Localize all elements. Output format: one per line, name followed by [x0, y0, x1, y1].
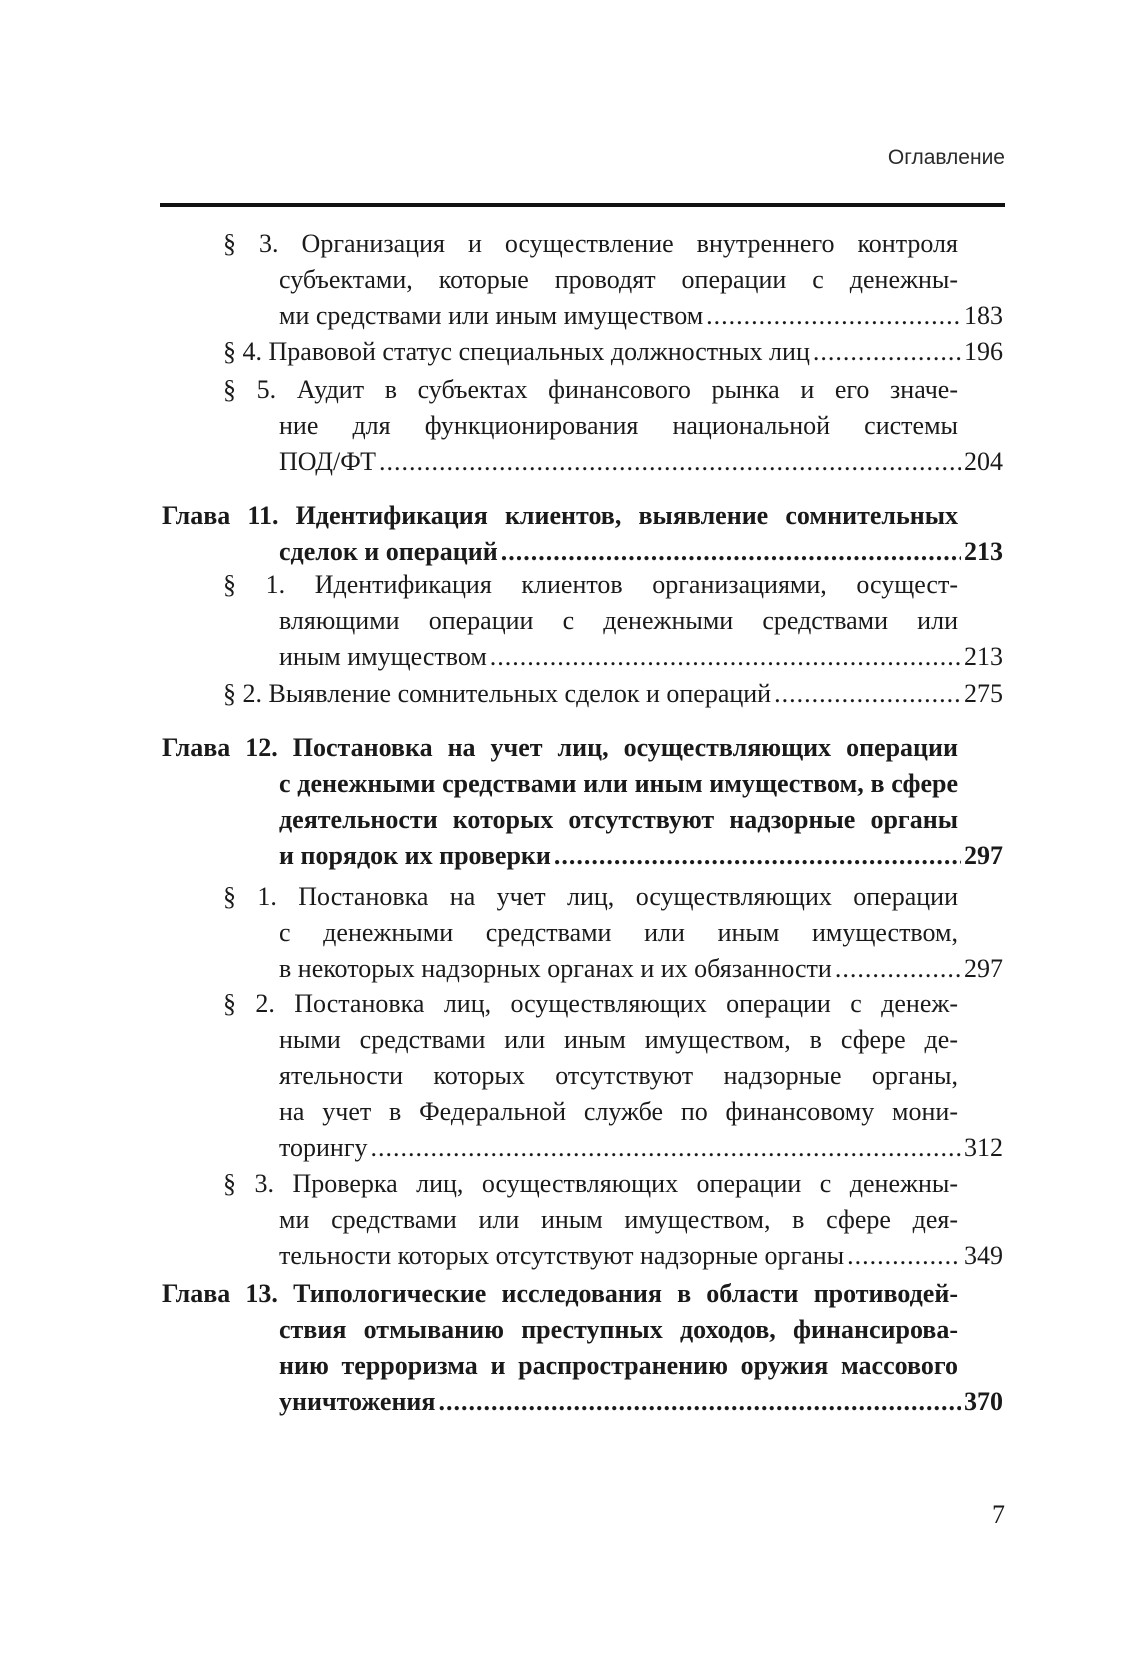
toc-line-with-page: [279, 1130, 1003, 1166]
toc-line: сделок и операций: [279, 537, 498, 566]
toc-line: уничтожения: [279, 1387, 436, 1416]
toc-line: § 1. Идентификация клиентов организациями, осущест-: [223, 570, 958, 599]
toc-line-with-page: [279, 1384, 1003, 1420]
dot-leader: [813, 334, 961, 370]
toc-line-with-page: [223, 676, 1003, 712]
toc-page-number: 297: [964, 954, 1003, 983]
toc-line: с денежными средствами или иным имуществом, в сфере: [279, 769, 958, 798]
toc-line-with-page: [223, 334, 1003, 370]
dot-leader: [835, 951, 961, 987]
toc-line: ствия отмыванию преступных доходов, финансирова-: [279, 1315, 958, 1344]
toc-line: § 3. Проверка лиц, осуществляющих операции с денежны-: [223, 1169, 958, 1198]
toc-line: иным имуществом: [279, 642, 487, 671]
toc-line-with-page: [279, 444, 1003, 480]
toc-line: § 5. Аудит в субъектах финансового рынка и его значе-: [223, 375, 958, 404]
toc-line: ние для функционирования национальной системы: [279, 411, 958, 440]
toc-page-number: 213: [964, 642, 1003, 671]
toc-line: Глава 11. Идентификация клиентов, выявление сомнительных: [162, 501, 958, 530]
dot-leader: [501, 534, 961, 570]
dot-leader: [490, 639, 961, 675]
toc-line: деятельности которых отсутствуют надзорные органы: [279, 805, 958, 834]
toc-line: Глава 12. Постановка на учет лиц, осуществляющих операции: [162, 733, 958, 762]
dot-leader: [371, 1130, 961, 1166]
toc-line: тельности которых отсутствуют надзорные органы: [279, 1241, 845, 1270]
toc-page-number: 213: [964, 537, 1003, 566]
toc-line: § 3. Организация и осуществление внутреннего контроля: [223, 229, 958, 258]
toc-page-number: 275: [964, 679, 1003, 708]
toc-line: § 4. Правовой статус специальных должностных лиц: [223, 337, 810, 366]
dot-leader: [554, 838, 961, 874]
toc-line-with-page: [279, 639, 1003, 675]
toc-page-number: 370: [964, 1387, 1003, 1416]
dot-leader: [706, 298, 961, 334]
toc-page-number: 312: [964, 1133, 1003, 1162]
toc-line-with-page: [279, 951, 1003, 987]
running-head: Оглавление: [887, 146, 1005, 169]
toc-line: субъектами, которые проводят операции с денежны-: [279, 265, 958, 294]
toc-line: ми средствами или иным имуществом, в сфере дея-: [279, 1205, 958, 1234]
dot-leader: [379, 444, 961, 480]
toc-line: ПОД/ФТ: [279, 447, 376, 476]
toc-line: в некоторых надзорных органах и их обязанности: [279, 954, 832, 983]
toc-line: § 2. Постановка лиц, осуществляющих операции с денеж-: [223, 989, 958, 1018]
dot-leader: [774, 676, 961, 712]
toc-line-with-page: [279, 1238, 1003, 1274]
dot-leader: [847, 1238, 961, 1274]
toc-line: на учет в Федеральной службе по финансовому мони-: [279, 1097, 958, 1126]
toc-line: Глава 13. Типологические исследования в области противодей-: [162, 1279, 958, 1308]
toc-line-with-page: [279, 838, 1003, 874]
toc-line: нию терроризма и распространению оружия массового: [279, 1351, 958, 1380]
toc-line: вляющими операции с денежными средствами или: [279, 606, 958, 635]
toc-line: ными средствами или иным имуществом, в сфере де-: [279, 1025, 958, 1054]
toc-line-with-page: [279, 534, 1003, 570]
toc-line: с денежными средствами или иным имуществом,: [279, 918, 958, 947]
toc-page-number: 204: [964, 447, 1003, 476]
toc-page-number: 297: [964, 841, 1003, 870]
toc-line: ятельности которых отсутствуют надзорные органы,: [279, 1061, 958, 1090]
toc-line: § 1. Постановка на учет лиц, осуществляющих операции: [223, 882, 958, 911]
header-rule: [160, 203, 1005, 207]
toc-page-number: 196: [964, 337, 1003, 366]
dot-leader: [438, 1384, 961, 1420]
toc-line: ми средствами или иным имуществом: [279, 301, 704, 330]
page-number: 7: [992, 1500, 1005, 1529]
toc-line: и порядок их проверки: [279, 841, 551, 870]
toc-line: торингу: [279, 1133, 368, 1162]
toc-line: § 2. Выявление сомнительных сделок и операций: [223, 679, 772, 708]
toc-line-with-page: [279, 298, 1003, 334]
toc-page-number: 349: [964, 1241, 1003, 1270]
toc-page-number: 183: [964, 301, 1003, 330]
